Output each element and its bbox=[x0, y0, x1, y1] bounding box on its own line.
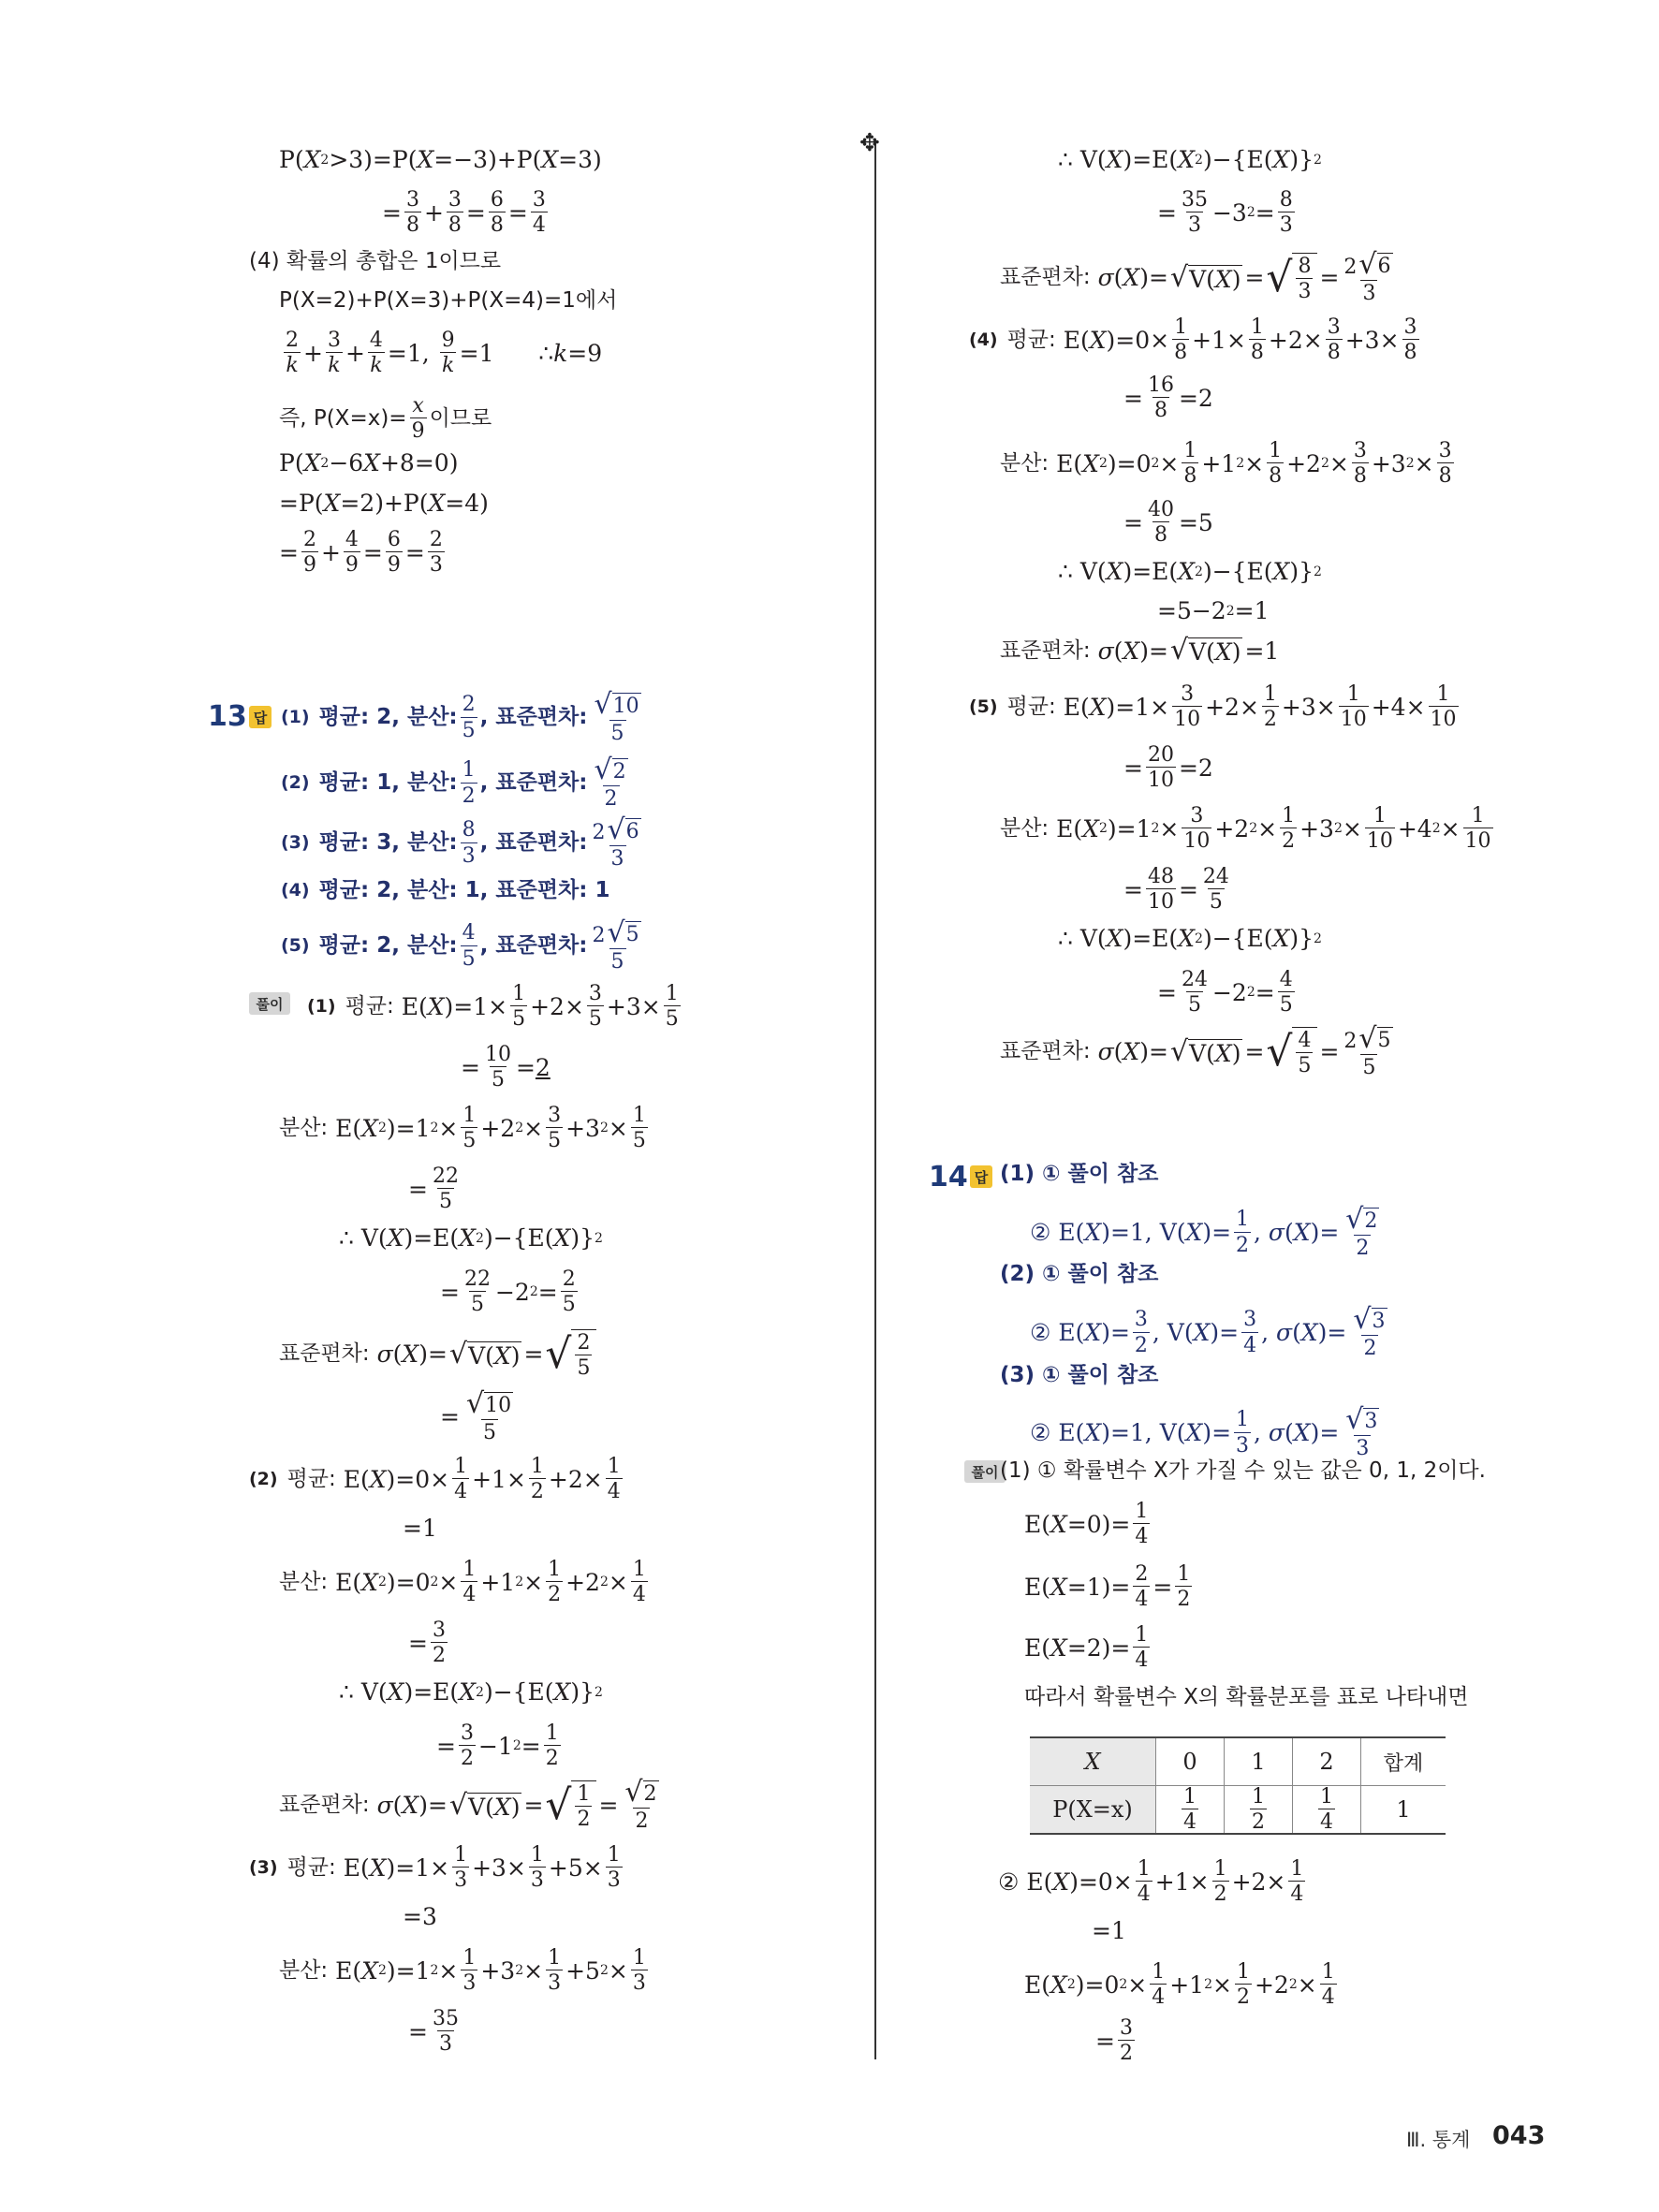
answer-text: (1) ① 풀이 참조 bbox=[1000, 1162, 1159, 1186]
math-line: = $\frac{16}{8}$ =2 bbox=[1123, 374, 1213, 423]
math-line: 표준편차: σ ( X )= √ V( X ) = √ $\frac{1}{2}$ = √ 2 2 bbox=[279, 1776, 657, 1833]
table-cell: 0 bbox=[1156, 1737, 1225, 1786]
probability-distribution-table bbox=[1030, 1736, 1446, 1835]
table-cell: 1 bbox=[1225, 1737, 1293, 1786]
math-line: = $\frac{3}{8}$ + $\frac{3}{8}$ = $\frac{6}{8}$ = $\frac{3}{4}$ bbox=[382, 188, 546, 238]
math-line: (3) 평균: E( X )=1× $\frac{1}{3}$ +3× $\frac{1}{3}$ +5× $\frac{1}{3}$ bbox=[249, 1843, 621, 1893]
table-row bbox=[1030, 1786, 1446, 1835]
solution-tag: 풀이 bbox=[249, 992, 290, 1015]
answer-label: (5) bbox=[281, 935, 310, 957]
math-line: ∴ V( X )=E( X 2 )−{E( X )} 2 bbox=[1058, 558, 1322, 585]
table-cell: $\frac{1}{4}$ bbox=[1293, 1786, 1361, 1835]
math-line: (1) 평균: E( X )=1× $\frac{1}{5}$ +2× $\frac{3}{5}$ +3× $\frac{1}{5}$ bbox=[307, 982, 679, 1032]
math-line: E( X =0)= $\frac{1}{4}$ bbox=[1024, 1500, 1149, 1549]
math-line: 분산: E( X 2 )=1 2 × $\frac{1}{3}$ +3 2 × $\frac{1}{3}$ +5 2 × $\frac{1}{3}$ bbox=[279, 1946, 646, 1996]
answer-label: (1) bbox=[281, 707, 310, 728]
answer-line: (3) 평균: 3, 분산: $\frac{8}{3}$ , 표준편차: 2 √ 6 3 bbox=[281, 813, 639, 871]
table-cell: $\frac{1}{4}$ bbox=[1156, 1786, 1225, 1835]
table-cell: 합계 bbox=[1361, 1737, 1446, 1786]
answer-text: 평균: 2, 분산: bbox=[318, 705, 458, 730]
math-line: (5) 평균: E( X )=1× $\frac{3}{10}$ +2× $\frac{1}{2}$ +3× $\frac{1}{10}$ +4× $\frac{1}{10}$ bbox=[969, 682, 1457, 732]
answer-text: (3) ① 풀이 참조 bbox=[1000, 1363, 1159, 1387]
math-line: 분산: E( X 2 )=1 2 × $\frac{3}{10}$ +2 2 × $\frac{1}{2}$ +3 2 × $\frac{1}{10}$ +4 2 × $\frac{1}{10}$ bbox=[1000, 804, 1491, 854]
math-line: = $\frac{24}{5}$ −2 2 = $\frac{4}{5}$ bbox=[1157, 968, 1293, 1018]
table-row bbox=[1030, 1737, 1446, 1786]
math-line: (4) 평균: E( X )=0× $\frac{1}{8}$ +1× $\frac{1}{8}$ +2× $\frac{3}{8}$ +3× $\frac{3}{8}$ bbox=[969, 315, 1417, 365]
answer-text: 평균: 2, 분산: bbox=[318, 933, 458, 959]
answer-line bbox=[1000, 1164, 1158, 1185]
answer-line: ② E( X )=1, V( X )= $\frac{1}{3}$ , σ ( X )= √ 3 3 bbox=[1030, 1403, 1378, 1460]
math-line: ∴ V( X )=E( X 2 )−{E( X )} 2 bbox=[1058, 146, 1322, 173]
table-cell: 1 bbox=[1361, 1786, 1446, 1835]
answer-line: ② E( X )=1, V( X )= $\frac{1}{2}$ , σ ( X )= √ 2 2 bbox=[1030, 1203, 1378, 1260]
math-line: = $\frac{2}{9}$ + $\frac{4}{9}$ = $\frac{6}{9}$ = $\frac{2}{3}$ bbox=[279, 528, 443, 578]
math-line: P( X 2 >3)=P( X =−3)+P( X =3) bbox=[279, 146, 602, 173]
table-cell: $\frac{1}{2}$ bbox=[1225, 1786, 1293, 1835]
answer-text: , 표준편차: bbox=[479, 933, 588, 959]
math-line: ② E( X )=0× $\frac{1}{4}$ +1× $\frac{1}{2}$ +2× $\frac{1}{4}$ bbox=[998, 1857, 1304, 1907]
table-cell: 2 bbox=[1293, 1737, 1361, 1786]
answer-label: (2) bbox=[281, 772, 310, 794]
math-line: ∴ V( X )=E( X 2 )−{E( X )} 2 bbox=[339, 1224, 603, 1252]
imeuro-text: 이므로 bbox=[429, 405, 492, 431]
section-title: Ⅲ. 통계 bbox=[1406, 2129, 1471, 2151]
jeuk-text: 즉, P(X=x)= bbox=[279, 405, 407, 431]
math-line: =1 bbox=[403, 1515, 437, 1542]
math-line: E( X 2 )=0 2 × $\frac{1}{4}$ +1 2 × $\frac{1}{2}$ +2 2 × $\frac{1}{4}$ bbox=[1024, 1960, 1335, 2010]
answer-line bbox=[1000, 1365, 1158, 1386]
problem-number: 14 bbox=[929, 1161, 968, 1194]
math-line: = $\frac{22}{5}$ −2 2 = $\frac{2}{5}$ bbox=[440, 1267, 576, 1317]
answer-label: (3) bbox=[281, 832, 310, 854]
ornament-icon: ✥ bbox=[859, 129, 880, 157]
answer-line bbox=[281, 880, 609, 901]
answer-text: 평균: 2, 분산: 1, 표준편차: 1 bbox=[318, 878, 610, 902]
answer-tag: 답 bbox=[249, 706, 272, 728]
answer-line: (1) 평균: 2, 분산: $\frac{2}{5}$ , 표준편차: √ 10 5 bbox=[281, 688, 639, 745]
table-cell: P(X=x) bbox=[1030, 1786, 1156, 1835]
answer-line: (5) 평균: 2, 분산: $\frac{4}{5}$ , 표준편차: 2 √ 5 5 bbox=[281, 916, 639, 974]
math-line: ∴ V( X )=E( X 2 )−{E( X )} 2 bbox=[339, 1678, 603, 1706]
math-line: =P( X =2)+P( X =4) bbox=[279, 490, 489, 517]
math-line: = $\frac{22}{5}$ bbox=[408, 1165, 459, 1214]
math-line: = $\frac{3}{2}$ bbox=[1095, 2016, 1133, 2066]
column-divider bbox=[874, 140, 876, 2059]
math-line: (2) 평균: E( X )=0× $\frac{1}{4}$ +1× $\frac{1}{2}$ +2× $\frac{1}{4}$ bbox=[249, 1455, 621, 1504]
answer-text: , 표준편차: bbox=[479, 705, 588, 730]
text-line: 따라서 확률변수 X의 확률분포를 표로 나타내면 bbox=[1024, 1685, 1469, 1709]
math-line: 분산: E( X 2 )=0 2 × $\frac{1}{4}$ +1 2 × $\frac{1}{2}$ +2 2 × $\frac{1}{4}$ bbox=[279, 1558, 646, 1607]
answer-text: 평균: 3, 분산: bbox=[318, 830, 458, 856]
math-line: = $\frac{35}{3}$ bbox=[408, 2007, 459, 2057]
math-line: 표준편차: σ ( X )= √ V( X ) =1 bbox=[1000, 634, 1280, 667]
answer-text: 평균: 1, 분산: bbox=[318, 770, 458, 796]
answer-label: (4) bbox=[281, 880, 310, 901]
problem-number: 13 bbox=[208, 700, 247, 733]
solution-tag: 풀이 bbox=[964, 1460, 1006, 1483]
math-line: = $\frac{40}{8}$ =5 bbox=[1123, 498, 1213, 548]
math-line: = $\frac{48}{10}$ = $\frac{24}{5}$ bbox=[1123, 865, 1229, 915]
math-line: 즉, P(X=x)= $\frac{x}{9}$ 이므로 bbox=[279, 394, 492, 444]
math-line: =1 bbox=[1092, 1917, 1126, 1944]
math-line: = $\frac{3}{2}$ −1 2 = $\frac{1}{2}$ bbox=[436, 1721, 559, 1771]
table-cell: X bbox=[1030, 1737, 1156, 1786]
text-line: P(X=2)+P(X=3)+P(X=4)=1에서 bbox=[279, 288, 618, 313]
text-line: (4) 확률의 총합은 1이므로 bbox=[249, 249, 502, 273]
answer-text: , 표준편차: bbox=[479, 830, 588, 856]
math-line: =5−2 2 =1 bbox=[1157, 597, 1270, 624]
math-line: $\frac{2}{k}$ + $\frac{3}{k}$ + $\frac{4}{k}$ =1, $\frac{9}{k}$ =1 ∴ k =9 bbox=[286, 329, 603, 378]
math-line: = $\frac{35}{3}$ −3 2 = $\frac{8}{3}$ bbox=[1157, 188, 1293, 238]
answer-text: (2) ① 풀이 참조 bbox=[1000, 1262, 1159, 1286]
math-line: P( X 2 −6 X +8=0) bbox=[279, 449, 459, 476]
answer-text: , 표준편차: bbox=[479, 770, 588, 796]
answer-line: (2) 평균: 1, 분산: $\frac{1}{2}$ , 표준편차: √ 2 2 bbox=[281, 754, 626, 811]
math-line: 분산: E( X 2 )=1 2 × $\frac{1}{5}$ +2 2 × $\frac{3}{5}$ +3 2 × $\frac{1}{5}$ bbox=[279, 1104, 646, 1153]
math-line: E( X =1)= $\frac{2}{4}$ = $\frac{1}{2}$ bbox=[1024, 1562, 1191, 1612]
answer-line: ② E( X )= $\frac{3}{2}$ , V( X )= $\frac{3}{4}$ , σ ( X )= √ 3 2 bbox=[1030, 1303, 1386, 1360]
math-line: 표준편차: σ ( X )= √ V( X ) = √ $\frac{8}{3}$ = 2 √ 6 3 bbox=[1000, 248, 1391, 305]
answer-line bbox=[1000, 1264, 1158, 1285]
math-line: 분산: E( X 2 )=0 2 × $\frac{1}{8}$ +1 2 × $\frac{1}{8}$ +2 2 × $\frac{3}{8}$ +3 2 × $\frac{3}{8}$ bbox=[1000, 439, 1452, 489]
math-line: E( X =2)= $\frac{1}{4}$ bbox=[1024, 1623, 1149, 1673]
page-number: 043 bbox=[1492, 2121, 1546, 2150]
math-line: ∴ V( X )=E( X 2 )−{E( X )} 2 bbox=[1058, 925, 1322, 952]
math-line: = √ 10 5 bbox=[440, 1387, 512, 1444]
math-line: =3 bbox=[403, 1903, 437, 1930]
math-line: = $\frac{10}{5}$ = 2 bbox=[461, 1043, 551, 1092]
answer-tag: 답 bbox=[970, 1165, 992, 1188]
text-line: (1) ① 확률변수 X가 가질 수 있는 값은 0, 1, 2이다. bbox=[1000, 1458, 1486, 1483]
math-line: = $\frac{20}{10}$ =2 bbox=[1123, 743, 1213, 793]
math-line: 표준편차: σ ( X )= √ V( X ) = √ $\frac{4}{5}$ = 2 √ 5 5 bbox=[1000, 1022, 1391, 1079]
math-line: 표준편차: σ ( X )= √ V( X ) = √ $\frac{2}{5}$ bbox=[279, 1329, 598, 1379]
math-line: = $\frac{3}{2}$ bbox=[408, 1619, 446, 1668]
